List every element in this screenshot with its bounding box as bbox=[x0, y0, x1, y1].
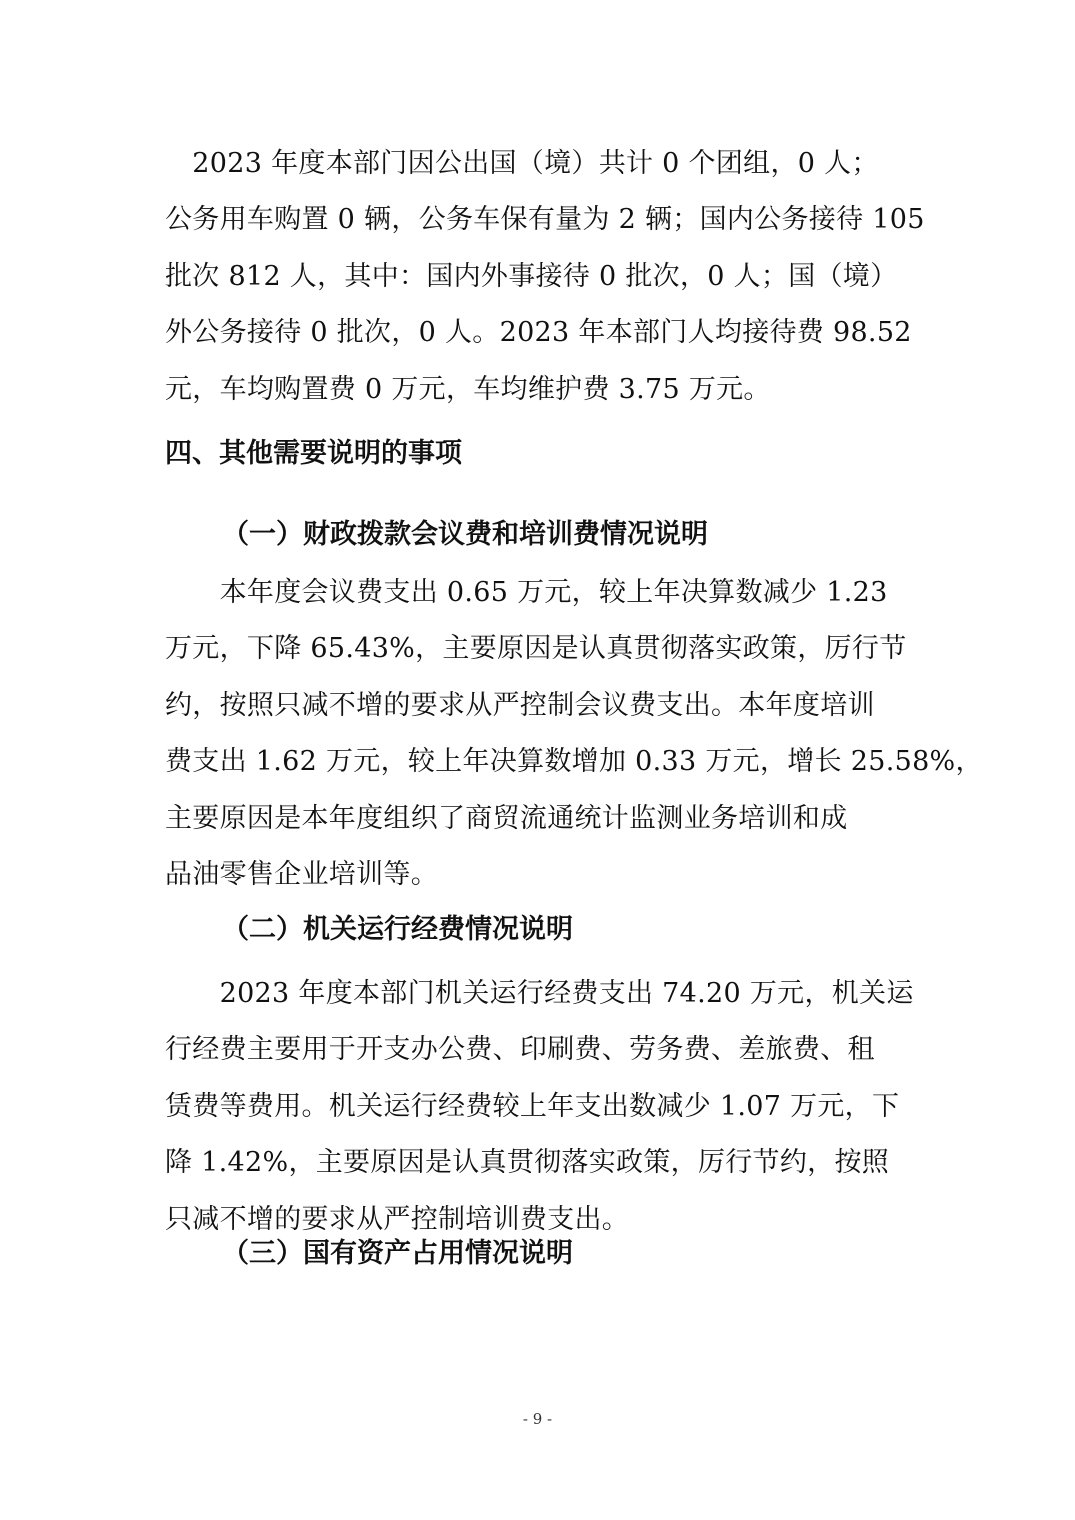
text-line: 品油零售企业培训等。 bbox=[165, 859, 438, 891]
paragraph-foreign-travel-vehicles-reception bbox=[165, 136, 925, 418]
page-number: - 9 - bbox=[522, 1410, 553, 1428]
subheading-meeting-training-fees: （一）财政拨款会议费和培训费情况说明 bbox=[222, 519, 708, 550]
text-line: 2023 年度本部门因公出国（境）共计 0 个团组，0 人； bbox=[165, 148, 879, 179]
text-line: 批次 812 人，其中：国内外事接待 0 批次，0 人；国（境） bbox=[165, 260, 898, 292]
text-line: 主要原因是本年度组织了商贸流通统计监测业务培训和成 bbox=[165, 802, 848, 834]
text-line: 行经费主要用于开支办公费、印刷费、劳务费、差旅费、租 bbox=[165, 1034, 875, 1066]
section-heading-other-matters: 四、其他需要说明的事项 bbox=[165, 438, 462, 469]
subheading-state-assets: （三）国有资产占用情况说明 bbox=[222, 1238, 573, 1269]
text-line: 只减不增的要求从严控制培训费支出。 bbox=[165, 1203, 630, 1235]
text-line: 降 1.42%，主要原因是认真贯彻落实政策，厉行节约，按照 bbox=[165, 1147, 890, 1179]
subheading-operating-expenses: （二）机关运行经费情况说明 bbox=[222, 914, 573, 945]
text-line: 元，车均购置费 0 万元，车均维护费 3.75 万元。 bbox=[165, 373, 771, 405]
text-line: 万元，下降 65.43%，主要原因是认真贯彻落实政策，厉行节 bbox=[165, 633, 907, 665]
paragraph-operating-expenses bbox=[165, 966, 915, 1248]
text-line: 外公务接待 0 批次，0 人。2023 年本部门人均接待费 98.52 bbox=[165, 317, 912, 349]
text-line: 本年度会议费支出 0.65 万元，较上年决算数减少 1.23 bbox=[165, 577, 888, 608]
text-line: 费支出 1.62 万元，较上年决算数增加 0.33 万元，增长 25.58%， bbox=[165, 746, 983, 778]
paragraph-meeting-training-fees bbox=[165, 565, 983, 903]
text-line: 2023 年度本部门机关运行经费支出 74.20 万元，机关运 bbox=[165, 978, 914, 1009]
text-line: 约，按照只减不增的要求从严控制会议费支出。本年度培训 bbox=[165, 689, 875, 721]
text-line: 公务用车购置 0 辆，公务车保有量为 2 辆；国内公务接待 105 bbox=[165, 204, 925, 236]
text-line: 赁费等费用。机关运行经费较上年支出数减少 1.07 万元，下 bbox=[165, 1090, 900, 1122]
